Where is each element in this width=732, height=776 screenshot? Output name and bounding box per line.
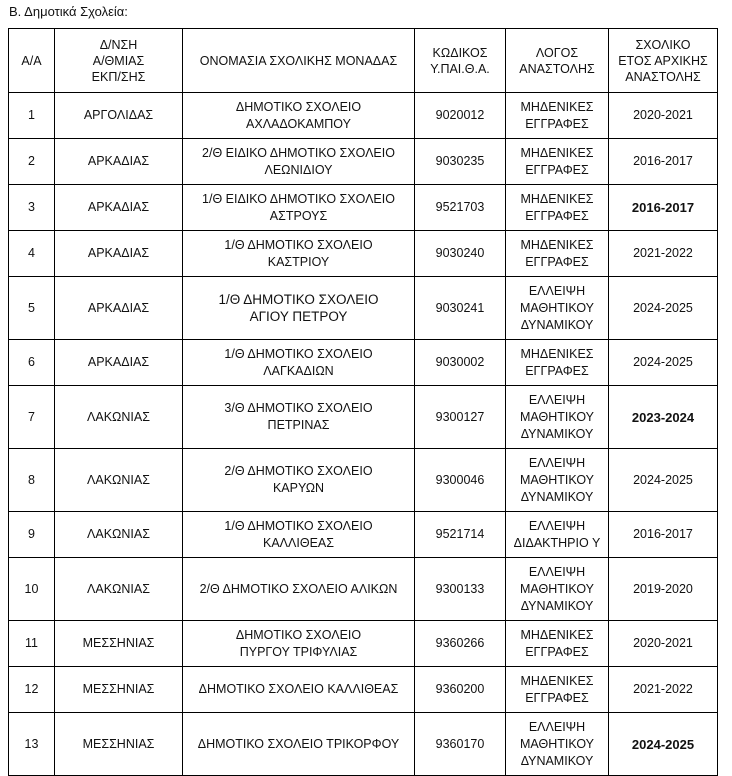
row-code: 9030235 bbox=[415, 139, 506, 185]
row-school-name: 1/Θ ΔΗΜΟΤΙΚΟ ΣΧΟΛΕΙΟ ΛΑΓΚΑΔΙΩΝ bbox=[183, 340, 415, 386]
row-directorate: ΜΕΣΣΗΝΙΑΣ bbox=[55, 667, 183, 713]
row-year: 2020-2021 bbox=[609, 93, 718, 139]
row-directorate: ΑΡΚΑΔΙΑΣ bbox=[55, 139, 183, 185]
header-reason: ΛΟΓΟΣ ΑΝΑΣΤΟΛΗΣ bbox=[506, 29, 609, 93]
row-school-name: ΔΗΜΟΤΙΚΟ ΣΧΟΛΕΙΟ ΚΑΛΛΙΘΕΑΣ bbox=[183, 667, 415, 713]
row-school-name: 1/Θ ΕΙΔΙΚΟ ΔΗΜΟΤΙΚΟ ΣΧΟΛΕΙΟ ΑΣΤΡΟΥΣ bbox=[183, 185, 415, 231]
row-year: 2021-2022 bbox=[609, 231, 718, 277]
row-index: 10 bbox=[9, 558, 55, 621]
table-row bbox=[9, 185, 718, 231]
header-directorate: Δ/ΝΣΗ Α/ΘΜΙΑΣ ΕΚΠ/ΣΗΣ bbox=[55, 29, 183, 93]
table-row bbox=[9, 277, 718, 340]
row-year: 2024-2025 bbox=[609, 277, 718, 340]
row-reason: ΕΛΛΕΙΨΗ ΜΑΘΗΤΙΚΟΥ ΔΥΝΑΜΙΚΟΥ bbox=[506, 713, 609, 776]
row-code: 9360200 bbox=[415, 667, 506, 713]
row-index: 11 bbox=[9, 621, 55, 667]
table-row bbox=[9, 386, 718, 449]
row-directorate: ΑΡΚΑΔΙΑΣ bbox=[55, 185, 183, 231]
row-year: 2024-2025 bbox=[609, 713, 718, 776]
row-reason: ΜΗΔΕΝΙΚΕΣ ΕΓΓΡΑΦΕΣ bbox=[506, 621, 609, 667]
row-index: 8 bbox=[9, 449, 55, 512]
row-index: 12 bbox=[9, 667, 55, 713]
row-directorate: ΜΕΣΣΗΝΙΑΣ bbox=[55, 621, 183, 667]
row-directorate: ΛΑΚΩΝΙΑΣ bbox=[55, 386, 183, 449]
row-code: 9030241 bbox=[415, 277, 506, 340]
row-directorate: ΑΡΚΑΔΙΑΣ bbox=[55, 277, 183, 340]
header-code: ΚΩΔΙΚΟΣ Υ.ΠΑΙ.Θ.Α. bbox=[415, 29, 506, 93]
row-year: 2024-2025 bbox=[609, 449, 718, 512]
row-school-name: 1/Θ ΔΗΜΟΤΙΚΟ ΣΧΟΛΕΙΟ ΑΓΙΟΥ ΠΕΤΡΟΥ bbox=[183, 277, 415, 340]
row-directorate: ΑΡΚΑΔΙΑΣ bbox=[55, 231, 183, 277]
row-index: 6 bbox=[9, 340, 55, 386]
table-row bbox=[9, 512, 718, 558]
row-code: 9521714 bbox=[415, 512, 506, 558]
row-reason: ΜΗΔΕΝΙΚΕΣ ΕΓΓΡΑΦΕΣ bbox=[506, 139, 609, 185]
row-school-name: ΔΗΜΟΤΙΚΟ ΣΧΟΛΕΙΟ ΠΥΡΓΟΥ ΤΡΙΦΥΛΙΑΣ bbox=[183, 621, 415, 667]
row-index: 3 bbox=[9, 185, 55, 231]
row-school-name: ΔΗΜΟΤΙΚΟ ΣΧΟΛΕΙΟ ΑΧΛΑΔΟΚΑΜΠΟΥ bbox=[183, 93, 415, 139]
row-school-name: 2/Θ ΔΗΜΟΤΙΚΟ ΣΧΟΛΕΙΟ ΑΛΙΚΩΝ bbox=[183, 558, 415, 621]
row-index: 7 bbox=[9, 386, 55, 449]
table-row bbox=[9, 713, 718, 776]
row-reason: ΕΛΛΕΙΨΗ ΔΙΔΑΚΤΗΡΙΟ Υ bbox=[506, 512, 609, 558]
row-directorate: ΛΑΚΩΝΙΑΣ bbox=[55, 512, 183, 558]
row-code: 9300046 bbox=[415, 449, 506, 512]
header-row bbox=[9, 29, 718, 93]
row-reason: ΜΗΔΕΝΙΚΕΣ ΕΓΓΡΑΦΕΣ bbox=[506, 667, 609, 713]
row-index: 13 bbox=[9, 713, 55, 776]
row-school-name: 2/Θ ΔΗΜΟΤΙΚΟ ΣΧΟΛΕΙΟ ΚΑΡΥΩΝ bbox=[183, 449, 415, 512]
row-index: 9 bbox=[9, 512, 55, 558]
row-year: 2016-2017 bbox=[609, 139, 718, 185]
row-directorate: ΜΕΣΣΗΝΙΑΣ bbox=[55, 713, 183, 776]
table-row bbox=[9, 558, 718, 621]
schools-table bbox=[8, 28, 718, 776]
row-index: 5 bbox=[9, 277, 55, 340]
row-code: 9030002 bbox=[415, 340, 506, 386]
row-index: 1 bbox=[9, 93, 55, 139]
row-reason: ΜΗΔΕΝΙΚΕΣ ΕΓΓΡΑΦΕΣ bbox=[506, 93, 609, 139]
row-code: 9030240 bbox=[415, 231, 506, 277]
row-school-name: 1/Θ ΔΗΜΟΤΙΚΟ ΣΧΟΛΕΙΟ ΚΑΣΤΡΙΟΥ bbox=[183, 231, 415, 277]
row-reason: ΕΛΛΕΙΨΗ ΜΑΘΗΤΙΚΟΥ ΔΥΝΑΜΙΚΟΥ bbox=[506, 386, 609, 449]
header-school-name: ΟΝΟΜΑΣΙΑ ΣΧΟΛΙΚΗΣ ΜΟΝΑΔΑΣ bbox=[183, 29, 415, 93]
table-row bbox=[9, 667, 718, 713]
row-school-name: 2/Θ ΕΙΔΙΚΟ ΔΗΜΟΤΙΚΟ ΣΧΟΛΕΙΟ ΛΕΩΝΙΔΙΟΥ bbox=[183, 139, 415, 185]
table-row bbox=[9, 139, 718, 185]
table-row bbox=[9, 449, 718, 512]
header-index: Α/Α bbox=[9, 29, 55, 93]
row-year: 2016-2017 bbox=[609, 512, 718, 558]
row-directorate: ΑΡΚΑΔΙΑΣ bbox=[55, 340, 183, 386]
row-code: 9300127 bbox=[415, 386, 506, 449]
row-year: 2023-2024 bbox=[609, 386, 718, 449]
table-row bbox=[9, 93, 718, 139]
row-year: 2024-2025 bbox=[609, 340, 718, 386]
row-school-name: 3/Θ ΔΗΜΟΤΙΚΟ ΣΧΟΛΕΙΟ ΠΕΤΡΙΝΑΣ bbox=[183, 386, 415, 449]
row-school-name: 1/Θ ΔΗΜΟΤΙΚΟ ΣΧΟΛΕΙΟ ΚΑΛΛΙΘΕΑΣ bbox=[183, 512, 415, 558]
row-reason: ΕΛΛΕΙΨΗ ΜΑΘΗΤΙΚΟΥ ΔΥΝΑΜΙΚΟΥ bbox=[506, 558, 609, 621]
row-reason: ΜΗΔΕΝΙΚΕΣ ΕΓΓΡΑΦΕΣ bbox=[506, 185, 609, 231]
row-code: 9360170 bbox=[415, 713, 506, 776]
header-year: ΣΧΟΛΙΚΟ ΕΤΟΣ ΑΡΧΙΚΗΣ ΑΝΑΣΤΟΛΗΣ bbox=[609, 29, 718, 93]
row-code: 9360266 bbox=[415, 621, 506, 667]
row-year: 2020-2021 bbox=[609, 621, 718, 667]
row-directorate: ΛΑΚΩΝΙΑΣ bbox=[55, 558, 183, 621]
row-index: 4 bbox=[9, 231, 55, 277]
row-directorate: ΑΡΓΟΛΙΔΑΣ bbox=[55, 93, 183, 139]
row-reason: ΜΗΔΕΝΙΚΕΣ ΕΓΓΡΑΦΕΣ bbox=[506, 340, 609, 386]
row-index: 2 bbox=[9, 139, 55, 185]
row-year: 2021-2022 bbox=[609, 667, 718, 713]
table-body bbox=[9, 93, 718, 776]
row-code: 9521703 bbox=[415, 185, 506, 231]
table-row bbox=[9, 231, 718, 277]
row-year: 2019-2020 bbox=[609, 558, 718, 621]
row-reason: ΜΗΔΕΝΙΚΕΣ ΕΓΓΡΑΦΕΣ bbox=[506, 231, 609, 277]
section-heading: Β. Δημοτικά Σχολεία: bbox=[9, 4, 128, 19]
row-reason: ΕΛΛΕΙΨΗ ΜΑΘΗΤΙΚΟΥ ΔΥΝΑΜΙΚΟΥ bbox=[506, 449, 609, 512]
row-code: 9020012 bbox=[415, 93, 506, 139]
table-row bbox=[9, 340, 718, 386]
row-code: 9300133 bbox=[415, 558, 506, 621]
row-year: 2016-2017 bbox=[609, 185, 718, 231]
row-directorate: ΛΑΚΩΝΙΑΣ bbox=[55, 449, 183, 512]
row-school-name: ΔΗΜΟΤΙΚΟ ΣΧΟΛΕΙΟ ΤΡΙΚΟΡΦΟΥ bbox=[183, 713, 415, 776]
row-reason: ΕΛΛΕΙΨΗ ΜΑΘΗΤΙΚΟΥ ΔΥΝΑΜΙΚΟΥ bbox=[506, 277, 609, 340]
table-row bbox=[9, 621, 718, 667]
